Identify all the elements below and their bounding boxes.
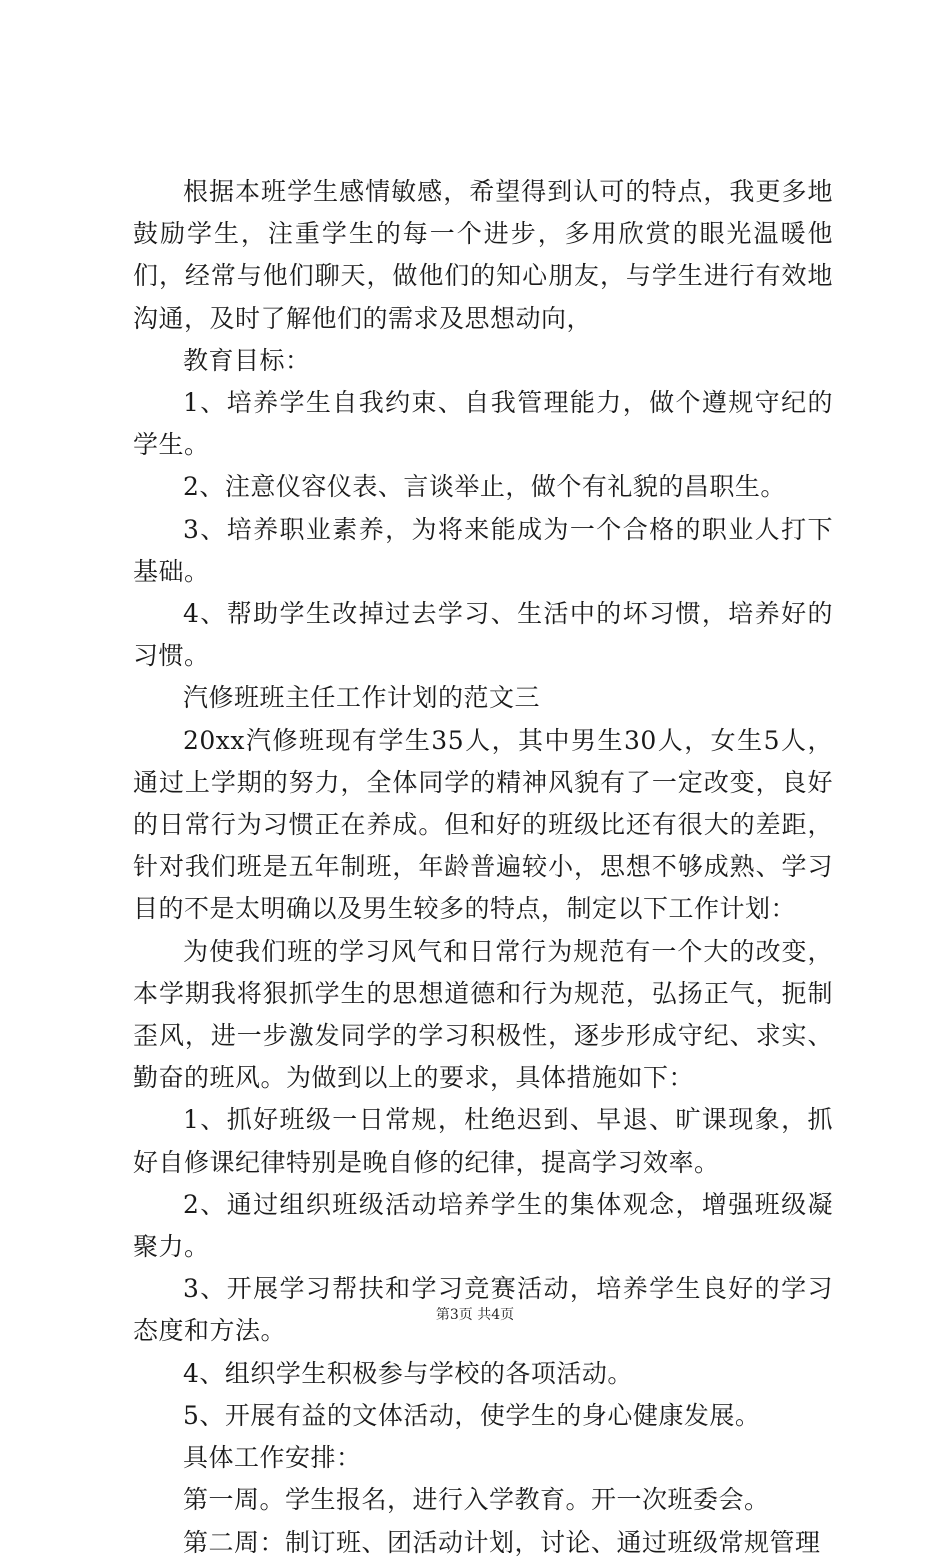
paragraph: 第二周：制订班、团活动计划，讨论、通过班级常规管理: [183, 1527, 821, 1557]
paragraph: 根据本班学生感情敏感，希望得到认可的特点，我更多地鼓励学生，注重学生的每一个进步，多用欣赏的眼光温暖他们，经常与他们聊天，做他们的知心朋友，与学生进行有效地沟通，及时了解他们的需求及思想动向，: [133, 177, 833, 333]
paragraph: 1、抓好班级一日常规，杜绝迟到、早退、旷课现象，抓好自修课纪律特别是晚自修的纪律，提高学习效率。: [133, 1105, 833, 1177]
paragraph: 4、组织学生积极参与学校的各项活动。: [183, 1358, 633, 1388]
paragraph: 2、通过组织班级活动培养学生的集体观念，增强班级凝聚力。: [133, 1189, 833, 1262]
page-number-footer: 第3页 共4页: [435, 1307, 515, 1323]
paragraph: 2、注意仪容仪表、言谈举止，做个有礼貌的昌职生。: [183, 472, 786, 502]
paragraph: 20xx汽修班现有学生35人，其中男生30人，女生5人，通过上学期的努力，全体同学的精神风貌有了一定改变，良好的日常行为习惯正在养成。但和好的班级比还有很大的差距，针对我们班是五年制班，年龄普遍较小，思想不够成熟、学习目的不是太明确以及男生较多的特点，制定以下工作计划：: [133, 725, 833, 924]
section-heading: 汽修班班主任工作计划的范文三: [183, 683, 541, 713]
paragraph: 1、培养学生自我约束、自我管理能力，做个遵规守纪的学生。: [133, 388, 833, 460]
paragraph: 3、培养职业素养，为将来能成为一个合格的职业人打下基础。: [133, 514, 833, 586]
paragraph: 具体工作安排：: [183, 1443, 362, 1473]
paragraph: 为使我们班的学习风气和日常行为规范有一个大的改变，本学期我将狠抓学生的思想道德和行为规范，弘扬正气，扼制歪风，进一步激发同学的学习积极性，逐步形成守纪、求实、勤奋的班风。为做到以上的要求，具体措施如下：: [133, 936, 833, 1093]
paragraph: 5、开展有益的文体活动，使学生的身心健康发展。: [183, 1400, 761, 1430]
paragraph: 3、开展学习帮扶和学习竞赛活动，培养学生良好的学习态度和方法。: [133, 1274, 833, 1346]
paragraph: 教育目标：: [183, 345, 311, 375]
paragraph: 4、帮助学生改掉过去学习、生活中的坏习惯，培养好的习惯。: [133, 599, 833, 671]
paragraph: 第一周。学生报名，进行入学教育。开一次班委会。: [183, 1485, 770, 1515]
document-body: [133, 171, 833, 1564]
